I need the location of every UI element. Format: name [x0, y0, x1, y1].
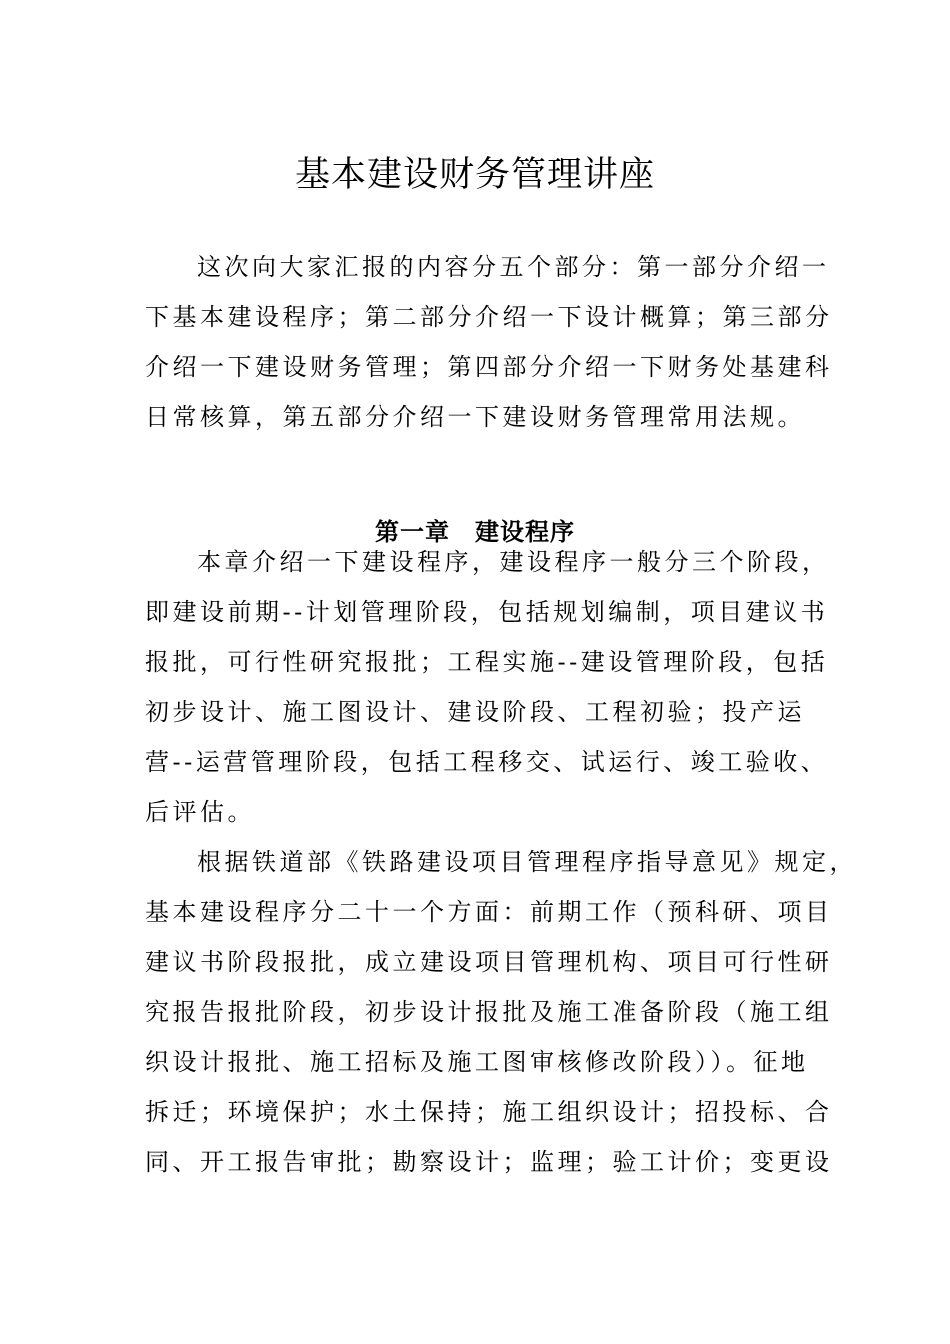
text-line: 介绍一下建设财务管理；第四部分介绍一下财务处基建科 — [145, 353, 833, 381]
text-line: 同、开工报告审批；勘察设计；监理；验工计价；变更设 — [145, 1148, 833, 1176]
text-line: 究报告报批阶段，初步设计报批及施工准备阶段（施工组 — [145, 998, 833, 1026]
text-line: 根据铁道部《铁路建设项目管理程序指导意见》规定， — [197, 848, 857, 876]
text-line: 营--运营管理阶段，包括工程移交、试运行、竣工验收、 — [145, 748, 829, 776]
text-line: 下基本建设程序；第二部分介绍一下设计概算；第三部分 — [145, 303, 833, 331]
chapter1-paragraph-2 — [145, 837, 857, 1187]
text-line: 日常核算，第五部分介绍一下建设财务管理常用法规。 — [145, 403, 805, 431]
text-line: 这次向大家汇报的内容分五个部分：第一部分介绍一 — [197, 253, 830, 281]
text-line: 后评估。 — [145, 798, 255, 826]
chapter1-paragraph-1 — [145, 537, 830, 837]
text-line: 即建设前期--计划管理阶段，包括规划编制，项目建议书 — [145, 598, 829, 626]
text-line: 拆迁；环境保护；水土保持；施工组织设计；招投标、合 — [145, 1098, 833, 1126]
text-line: 初步设计、施工图设计、建设阶段、工程初验；投产运 — [145, 698, 805, 726]
intro-paragraph — [145, 242, 833, 442]
chapter-heading: 第一章 建设程序 — [375, 516, 575, 546]
text-line: 建议书阶段报批，成立建设项目管理机构、项目可行性研 — [145, 948, 833, 976]
text-line: 基本建设程序分二十一个方面：前期工作（预科研、项目 — [145, 898, 833, 926]
text-line: 本章介绍一下建设程序，建设程序一般分三个阶段， — [197, 548, 830, 576]
document-title: 基本建设财务管理讲座 — [294, 155, 655, 196]
text-line: 报批，可行性研究报批；工程实施--建设管理阶段，包括 — [145, 648, 829, 676]
text-line: 织设计报批、施工招标及施工图审核修改阶段））。征地 — [145, 1048, 809, 1076]
